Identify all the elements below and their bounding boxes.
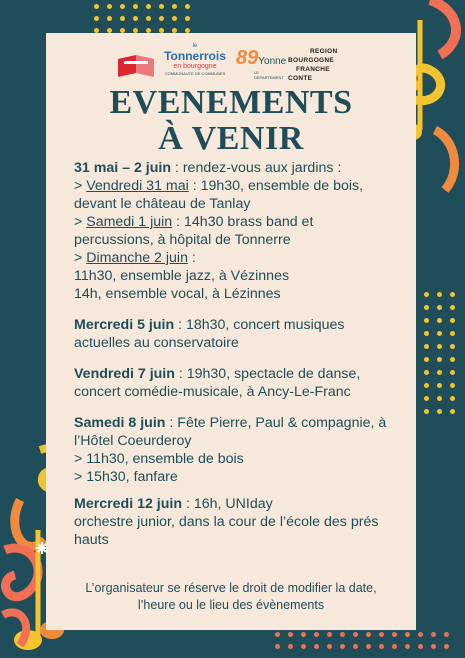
disclaimer-line1: L’organisateur se réserve le droit de modifier la date, [85, 581, 377, 595]
event-day-link: Samedi 1 juin [86, 214, 173, 230]
event-line: percussions, à hôpital de Tonnerre [74, 232, 291, 248]
decor-dot [431, 644, 436, 649]
decor-dot [437, 292, 442, 297]
decor-dot [424, 292, 429, 297]
decor-dot [424, 318, 429, 323]
event-text: : 19h30, ensemble de bois, [188, 178, 364, 194]
yonne-logo-number: 89 [236, 47, 259, 69]
title-line2: À VENIR [158, 120, 304, 157]
event-line: l’Hôtel Coeurderoy [74, 433, 192, 449]
tonnerrois-logo-name: Tonnerrois [164, 49, 226, 63]
decor-dot [172, 16, 177, 21]
region-logo-line1: REGION [310, 48, 338, 55]
event-line: actuelles au conservatoire [74, 335, 239, 351]
tonnerrois-logo-tag: COMMUNAUTE DE COMMUNES [164, 71, 226, 76]
decor-dot [424, 357, 429, 362]
decor-dot [450, 305, 455, 310]
event-line: devant le château de Tanlay [74, 196, 251, 212]
decor-dot [450, 331, 455, 336]
region-logo [288, 47, 358, 83]
decor-dot [107, 4, 112, 9]
decor-dot [392, 632, 397, 637]
event-day-link: Dimanche 2 juin [86, 250, 188, 266]
event-line: 11h30, ensemble jazz, à Vézinnes [74, 268, 290, 284]
decor-dot [450, 409, 455, 414]
event-line [74, 249, 409, 267]
decor-dot [327, 644, 332, 649]
event-line [74, 316, 409, 334]
event-text: : 14h30 brass band et [172, 214, 314, 230]
decor-dot [94, 16, 99, 21]
decor-dot [379, 632, 384, 637]
decor-dot [450, 357, 455, 362]
decor-dot [437, 331, 442, 336]
region-logo-line2: BOURGOGNE [288, 57, 335, 64]
event-date: Mercredi 12 juin [74, 496, 183, 512]
decor-dot [424, 396, 429, 401]
event-text: : 16h, UNIday [182, 496, 273, 512]
event-block [74, 159, 409, 303]
decor-dot [340, 644, 345, 649]
decor-dot [366, 644, 371, 649]
event-text: : 19h30, spectacle de danse, [174, 366, 361, 382]
event-text: > [74, 250, 87, 266]
decor-dot [424, 344, 429, 349]
decor-dot [172, 4, 177, 9]
decor-dot [437, 318, 442, 323]
tonnerrois-logo-top: le [192, 43, 198, 49]
decor-dot [314, 632, 319, 637]
event-day-link: Vendredi 31 mai [86, 178, 189, 194]
decor-dot [437, 409, 442, 414]
decor-dot [379, 644, 384, 649]
decor-dot [353, 644, 358, 649]
decor-dot [424, 370, 429, 375]
event-date: Mercredi 5 juin [74, 317, 175, 333]
tonnerrois-logo [164, 43, 226, 87]
decor-dot [275, 644, 280, 649]
decor-dot [437, 305, 442, 310]
decor-dot [437, 383, 442, 388]
event-text: : rendez-vous aux jardins : [171, 160, 342, 176]
event-text: : [187, 250, 196, 266]
events-list [74, 159, 409, 549]
decor-dot [159, 4, 164, 9]
decor-dot [185, 16, 190, 21]
event-line: > 15h30, fanfare [74, 469, 178, 485]
decor-dot [288, 632, 293, 637]
decor-dot [424, 305, 429, 310]
decor-dot [450, 318, 455, 323]
decor-dot [405, 644, 410, 649]
decor-dot [301, 644, 306, 649]
event-date: Samedi 8 juin [74, 415, 166, 431]
tonnerrois-logo-sub: en bourgogne [173, 63, 217, 70]
decor-dot [159, 16, 164, 21]
decor-dot [424, 331, 429, 336]
event-line [74, 177, 409, 195]
event-text: : 18h30, concert musiques [174, 317, 345, 333]
decor-dot [450, 396, 455, 401]
event-card [46, 33, 416, 630]
decor-dot [444, 644, 449, 649]
title-line1: EVENEMENTS [109, 84, 353, 121]
decor-dot [314, 644, 319, 649]
event-text: > [74, 178, 87, 194]
event-line: concert comédie-musicale, à Ancy-Le-Franc [74, 384, 351, 400]
event-line: > 11h30, ensemble de bois [74, 451, 244, 467]
event-text: : Fête Pierre, Paul & compagnie, à [165, 415, 387, 431]
decor-dot [431, 632, 436, 637]
decor-dot [450, 292, 455, 297]
yonne-logo [236, 47, 287, 83]
decor-dot [437, 396, 442, 401]
conservatoire-logo-graphic [116, 51, 156, 81]
event-date: Vendredi 7 juin [74, 366, 175, 382]
decor-dot [327, 632, 332, 637]
decor-dot [288, 644, 293, 649]
decor-dot [340, 632, 345, 637]
disclaimer-line2: l’heure ou le lieu des évènements [137, 598, 325, 612]
event-block [74, 365, 409, 401]
event-block [74, 495, 409, 549]
event-block [74, 316, 409, 352]
decor-dot [450, 344, 455, 349]
yonne-logo-name: Yonne [258, 56, 287, 67]
conservatoire-logo [116, 51, 156, 81]
event-line [74, 365, 409, 383]
decor-dot [418, 644, 423, 649]
disclaimer [46, 580, 416, 614]
decor-dot [392, 644, 397, 649]
decor-dot [444, 632, 449, 637]
decor-dot [94, 4, 99, 9]
decor-dot [437, 344, 442, 349]
decor-dot [120, 16, 125, 21]
decor-dot [146, 16, 151, 21]
decor-dot [301, 632, 306, 637]
decor-dot [424, 383, 429, 388]
region-logo-line4: CONTE [288, 75, 313, 82]
event-block [74, 414, 409, 486]
event-line [74, 414, 409, 432]
decor-dot [146, 4, 151, 9]
yonne-logo-sub: LE DEPARTEMENT [254, 70, 284, 80]
event-line: hauts [74, 532, 109, 548]
decor-dot [133, 16, 138, 21]
decor-dot [120, 4, 125, 9]
decor-dot [424, 409, 429, 414]
decor-dot [450, 370, 455, 375]
event-line [74, 159, 409, 177]
decor-dot [133, 4, 138, 9]
event-date: 31 mai – 2 juin [74, 160, 171, 176]
decor-dot [107, 16, 112, 21]
event-line [74, 495, 409, 513]
decor-dot [366, 632, 371, 637]
event-text: > [74, 214, 87, 230]
page-title [46, 85, 416, 157]
decor-dot [437, 357, 442, 362]
decor-dot [185, 4, 190, 9]
decor-dot [275, 632, 280, 637]
decor-dot [437, 370, 442, 375]
decor-dot [418, 632, 423, 637]
decor-dot [353, 632, 358, 637]
decor-dot [405, 632, 410, 637]
region-logo-line3: FRANCHE [296, 66, 330, 73]
event-line: orchestre junior, dans la cour de l’école des prés [74, 514, 379, 530]
decor-dot [450, 383, 455, 388]
event-line: 14h, ensemble vocal, à Lézinnes [74, 286, 281, 302]
event-line [74, 213, 409, 231]
